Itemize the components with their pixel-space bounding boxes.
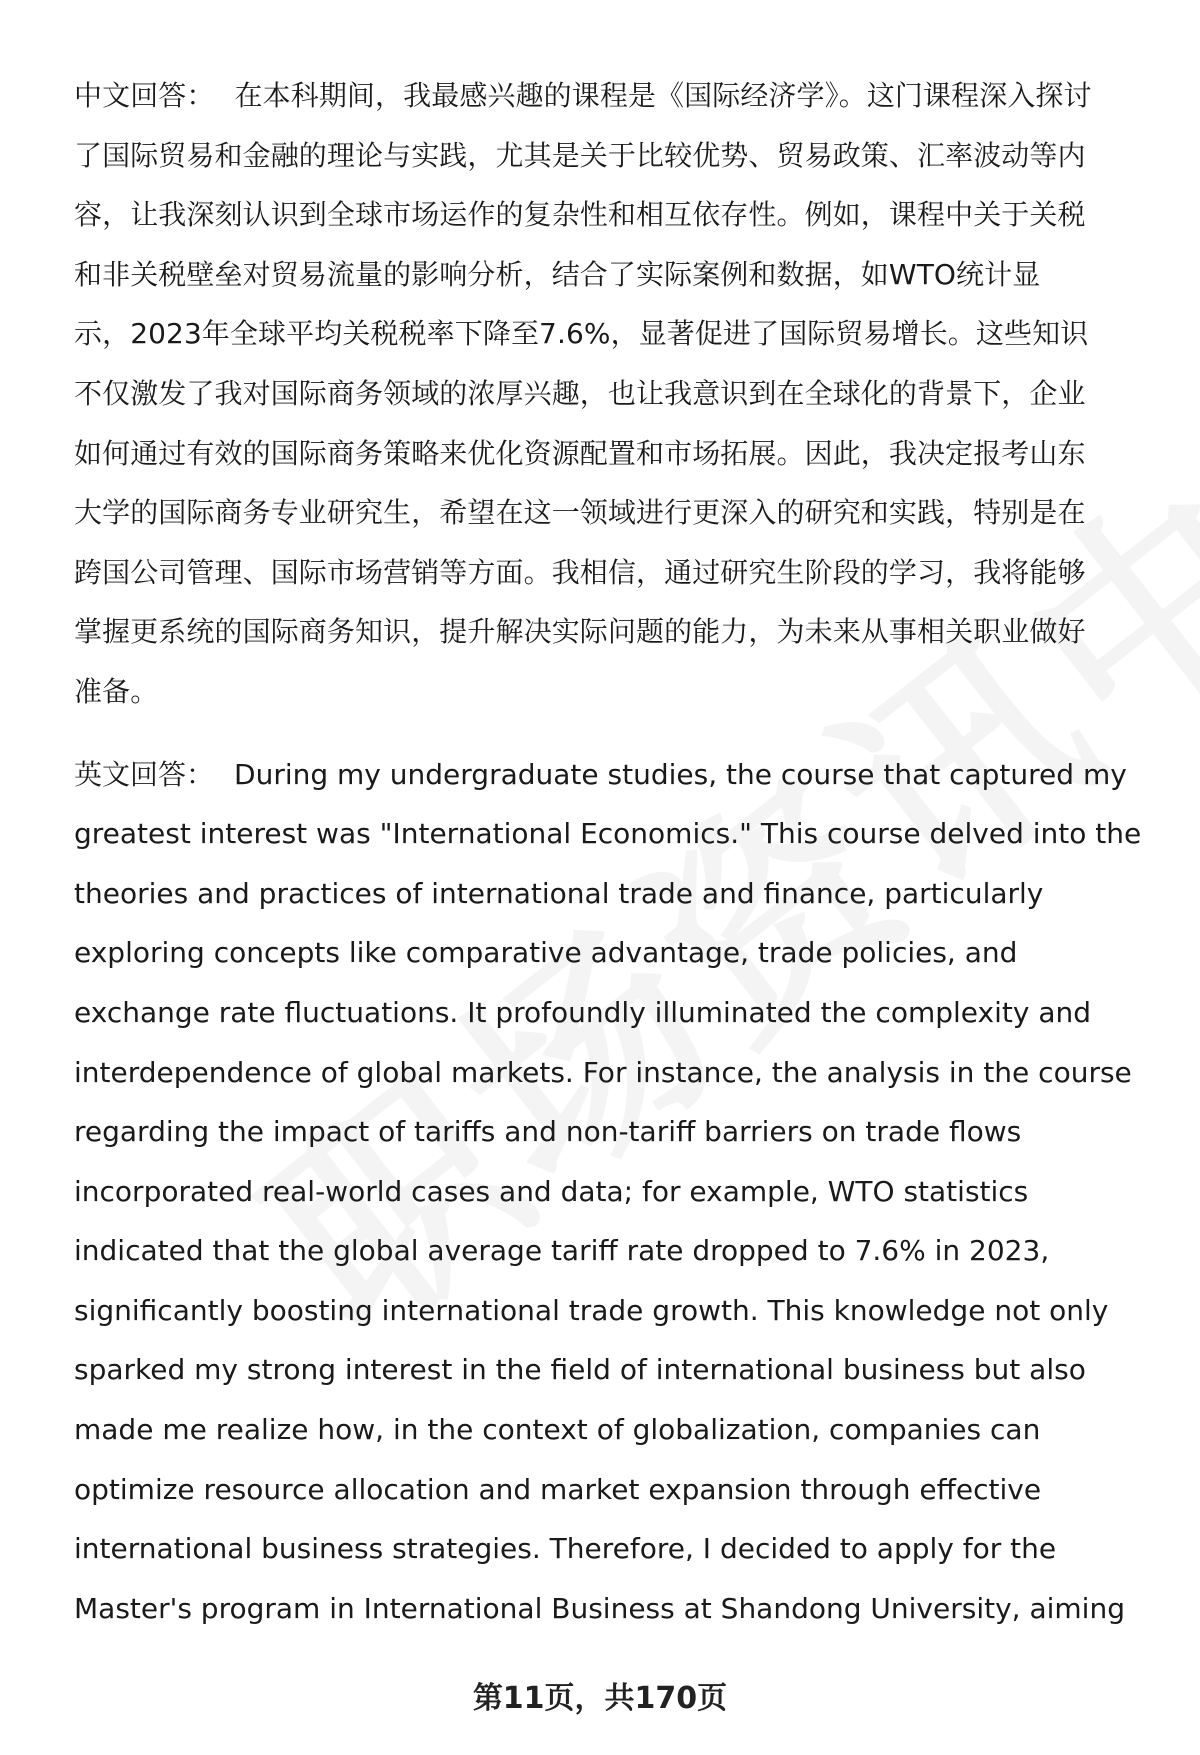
english-answer-line: sparked my strong interest in the field of international business but also (74, 1353, 1086, 1387)
chinese-answer-line: 不仅激发了我对国际商务领域的浓厚兴趣，也让我意识到在全球化的背景下，企业 (74, 376, 1086, 410)
english-answer-line: significantly boosting international trade growth. This knowledge not only (74, 1293, 1109, 1327)
chinese-answer-line: 中文回答： 在本科期间，我最感兴趣的课程是《国际经济学》。这门课程深入探讨 (74, 79, 1092, 112)
chinese-answer-line: 示，2023年全球平均关税税率下降至7.6%，显著促进了国际贸易增长。这些知识 (74, 317, 1089, 351)
english-answer-line: theories and practices of international trade and finance, particularly (74, 876, 1044, 910)
english-answer-line: international business strategies. Therefore, I decided to apply for the (74, 1532, 1057, 1566)
chinese-answer-line: 大学的国际商务专业研究生，希望在这一领域进行更深入的研究和实践，特别是在 (74, 496, 1086, 530)
english-answer-line: greatest interest was "International Economics." This course delved into the (74, 817, 1142, 851)
chinese-answer-line: 跨国公司管理、国际市场营销等方面。我相信，通过研究生阶段的学习，我将能够 (74, 555, 1086, 589)
english-answer-line: Master's program in International Business at Shandong University, aiming (74, 1591, 1125, 1625)
english-answer-label: 英文回答： (74, 757, 215, 791)
english-answer-line: exploring concepts like comparative advantage, trade policies, and (74, 936, 1018, 970)
english-answer-line: indicated that the global average tariff rate dropped to 7.6% in 2023, (74, 1234, 1050, 1268)
chinese-answer-line: 掌握更系统的国际商务知识，提升解决实际问题的能力，为未来从事相关职业做好 (74, 615, 1086, 649)
english-answer-line: regarding the impact of tariffs and non-tariff barriers on trade flows (74, 1115, 1022, 1149)
chinese-answer-line: 了国际贸易和金融的理论与实践，尤其是关于比较优势、贸易政策、汇率波动等内 (74, 138, 1086, 172)
english-answer-line: made me realize how, in the context of globalization, companies can (74, 1413, 1041, 1447)
chinese-answer (74, 66, 1154, 722)
english-answer-line: 英文回答： During my undergraduate studies, the course that captured my (74, 757, 1127, 791)
english-answer-line: incorporated real-world cases and data; for example, WTO statistics (74, 1174, 1029, 1208)
chinese-answer-line: 准备。 (74, 674, 159, 708)
document-page (74, 66, 1154, 1638)
page-number: 第11页，共170页 (472, 1681, 728, 1716)
english-answer-line: interdependence of global markets. For instance, the analysis in the course (74, 1055, 1132, 1089)
chinese-answer-line: 容，让我深刻认识到全球市场运作的复杂性和相互依存性。例如，课程中关于关税 (74, 198, 1086, 232)
english-answer-line: optimize resource allocation and market expansion through effective (74, 1472, 1042, 1506)
english-answer (74, 745, 1154, 1639)
chinese-answer-line: 如何通过有效的国际商务策略来优化资源配置和市场拓展。因此，我决定报考山东 (74, 436, 1086, 470)
chinese-answer-label: 中文回答： (74, 79, 215, 112)
english-answer-line: exchange rate fluctuations. It profoundly illuminated the complexity and (74, 995, 1091, 1029)
chinese-answer-line: 和非关税壁垒对贸易流量的影响分析，结合了实际案例和数据，如WTO统计显 (74, 257, 1041, 291)
